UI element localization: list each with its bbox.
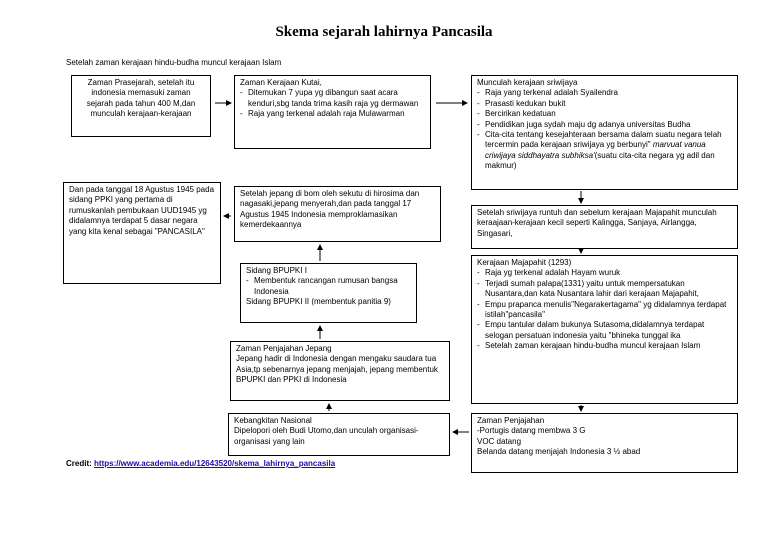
kebangkitan-line: Kebangkitan Nasional — [234, 416, 312, 425]
penjajahan-line: Zaman Penjajahan — [477, 416, 545, 425]
jepang-line: Jepang hadir di Indonesia dengan mengaku saudara tua Asia,tp sebenarnya jepang menjajah, jepang membentuk BPUPKI dan PPKI di Indonesia — [236, 354, 438, 385]
box-kebangkitan — [228, 413, 450, 456]
majapahit-item: - Empu prapanca menulis"Negarakertagama" yg didalamnya terdapat istilah"pancasila" — [477, 300, 732, 321]
box-penjajahan — [471, 413, 738, 473]
majapahit-item: - Empu tantular dalam bukunya Sutasoma,didalamnya terdapat selogan persatuan indonesia yaitu "bhineka tunggal ika — [477, 320, 732, 341]
prasejarah-line: munculah kerajaan-kerajaan — [90, 109, 192, 119]
box-kutai — [234, 75, 431, 149]
penjajahan-line: Belanda datang menjajah Indonesia 3 ½ abad — [477, 447, 641, 457]
sriwijaya-item: - Bercirikan kedatuan — [477, 109, 732, 119]
bpupki-footer: Sidang BPUPKI II (membentuk panitia 9) — [246, 297, 391, 307]
sriwijaya-item: - Prasasti kedukan bukit — [477, 99, 732, 109]
jepang-line: Zaman Penjajahan Jepang — [236, 344, 332, 353]
sriwijaya-heading: Munculah kerajaan sriwijaya — [477, 78, 578, 87]
prasejarah-line: Zaman Prasejarah, setelah itu — [87, 78, 195, 87]
box-prasejarah — [71, 75, 211, 137]
majapahit-item: - Raja yg terkenal adalah Hayam wuruk — [477, 268, 732, 278]
box-sriwijaya — [471, 75, 738, 190]
majapahit-pre-text: Setelah sriwijaya runtuh dan sebelum kerajaan Majapahit munculah keraajaan-kerajaan kecil seperti Kalingga, Sanjaya, Airlangga, Singasari, — [477, 208, 717, 238]
sriwijaya-item-cita — [477, 130, 732, 172]
proklamasi-text: Setelah jepang di bom oleh sekutu di hirosima dan nagasaki,jepang menyerah,dan pada tanggal 17 Agustus 1945 Indonesia memproklamasikan kemerdekaannya — [240, 189, 420, 230]
bpupki-heading: Sidang BPUPKI I — [246, 266, 307, 275]
cita-italic: marvuat vanua criwijaya siddhayatra subhiksa' — [485, 140, 706, 160]
box-bpupki — [240, 263, 417, 323]
kutai-heading: Zaman Kerajaan Kutai, — [240, 78, 322, 87]
prasejarah-line: indonesia memasuki zaman — [91, 88, 191, 98]
cita-prefix: Cita-cita tentang kesejahteraan bersama dalam suatu negara telah tercermin pada kerajaan sriwijaya yg berbunyi" — [485, 130, 722, 150]
page-subtitle: Setelah zaman kerajaan hindu-budha muncul kerajaan Islam — [66, 58, 282, 67]
pancasila-text: Dan pada tanggal 18 Agustus 1945 pada sidang PPKI yang pertama di rumuskanlah pembukaan UUD1945 yg didalamnya terdapat 5 dasar negara yang kita kenal sebagai "PANCASILA" — [69, 185, 215, 236]
sriwijaya-item: - Pendidikan juga sydah maju dg adanya universitas Budha — [477, 120, 732, 130]
cita-suffix: (suatu cita-cita negara yg adil dan makmur) — [485, 150, 715, 171]
credit-link[interactable]: https://www.academia.edu/12643520/skema_lahirnya_pancasila — [94, 459, 336, 468]
penjajahan-line: -Portugis datang membwa 3 G — [477, 426, 586, 436]
prasejarah-line: sejarah pada tahun 400 M,dan — [86, 98, 196, 108]
box-pancasila — [63, 182, 221, 284]
kebangkitan-line: Dipelopori oleh Budi Utomo,dan unculah organisasi-organisasi yang lain — [234, 426, 419, 446]
box-majapahit-pre — [471, 205, 738, 249]
kutai-item: - Ditemukan 7 yupa yg dibangun saat acara kenduri,sbg tanda trima kasih raja yg dermawan — [240, 88, 425, 109]
kutai-item: - Raja yang terkenal adalah raja Mulawarman — [240, 109, 425, 119]
sriwijaya-item: - Raja yang terkenal adalah Syailendra — [477, 88, 732, 98]
majapahit-heading: Kerajaan Majapahit (1293) — [477, 258, 572, 267]
box-majapahit — [471, 255, 738, 404]
box-jepang — [230, 341, 450, 401]
credit-label: Credit: — [66, 459, 92, 468]
majapahit-item: - Terjadi sumah palapa(1331) yaitu untuk mempersatukan Nusantara,dan kata Nusantara lahir dari kerajaan Majapahit, — [477, 279, 732, 300]
box-proklamasi — [234, 186, 441, 242]
page-title: Skema sejarah lahirnya Pancasila — [275, 24, 493, 40]
bpupki-item: - Membentuk rancangan rumusan bangsa Indonesia — [246, 276, 411, 297]
majapahit-item: - Setelah zaman kerajaan hindu-budha muncul kerajaan Islam — [477, 341, 732, 351]
credit — [66, 459, 335, 468]
penjajahan-line: VOC datang — [477, 436, 522, 446]
